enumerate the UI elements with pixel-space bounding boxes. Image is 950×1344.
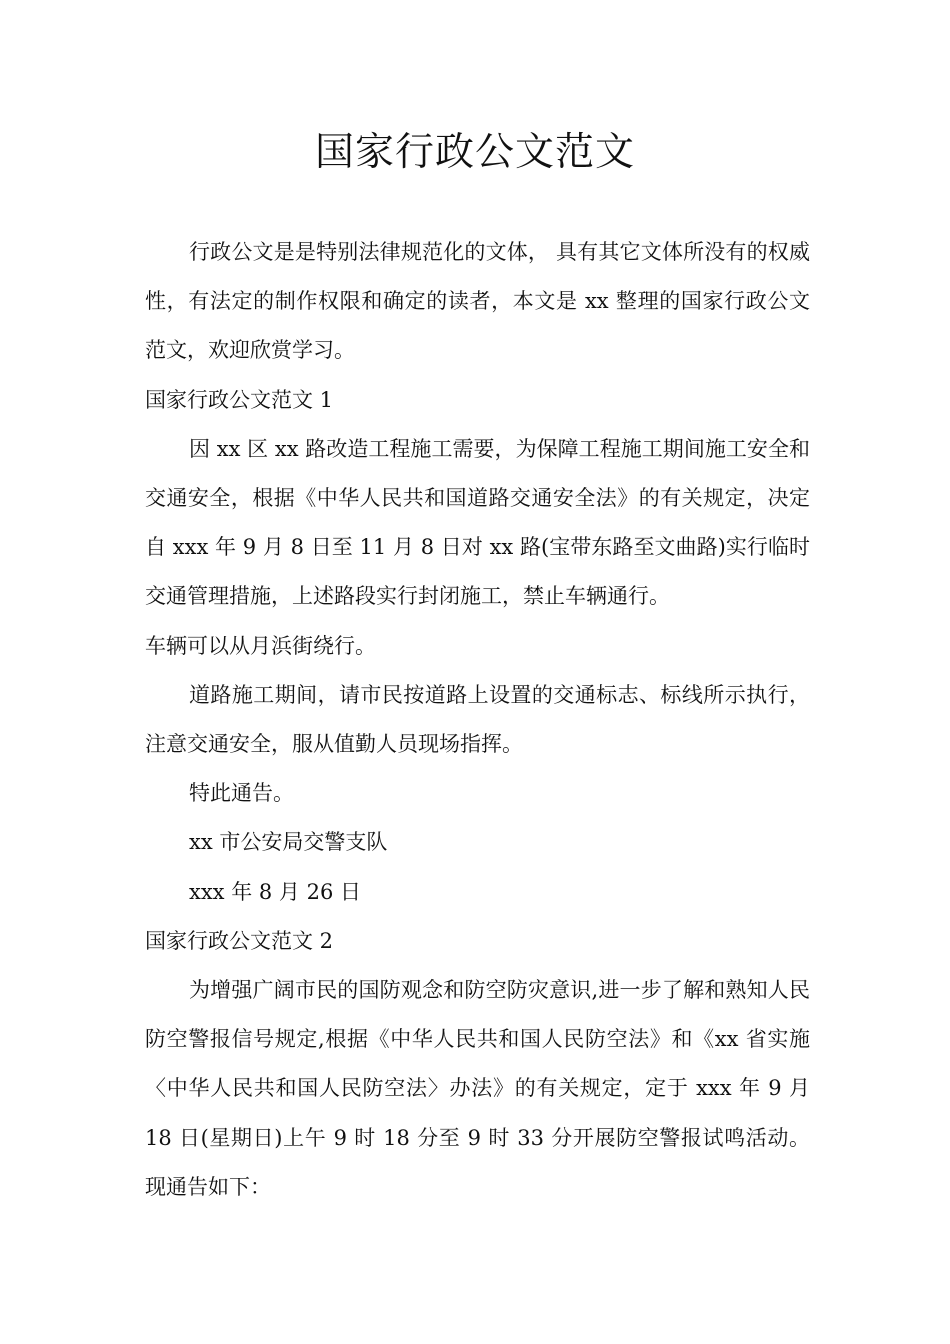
- section-1-paragraph-2: 道路施工期间，请市民按道路上设置的交通标志、标线所示执行，注意交通安全，服从值勤人员现场指挥。: [145, 682, 810, 757]
- document-body: [145, 228, 810, 1212]
- section-heading-2: 国家行政公文范文 2: [145, 928, 334, 953]
- section-1-issuer: xx 市公安局交警支队: [189, 830, 388, 855]
- document-title: 国家行政公文范文: [314, 130, 635, 175]
- section-1-date: xxx 年 8 月 26 日: [189, 879, 361, 904]
- section-heading-1: 国家行政公文范文 1: [145, 387, 334, 412]
- section-2-paragraph-1: 为增强广阔市民的国防观念和防空防灾意识,进一步了解和熟知人民防空警报信号规定,根据《中华人民共和国人民防空法》和《xx 省实施〈中华人民共和国人民防空法〉办法》的有关规定，定于 xxx 年 9 月 18 日(星期日)上午 9 时 18 分至 9 时 33 分开展防空警报试鸣活动。现通告如下：: [145, 978, 810, 1199]
- section-1-closing: 特此通告。: [189, 781, 294, 806]
- section-1-paragraph-1-continuation: 车辆可以从月浜街绕行。: [145, 633, 376, 658]
- intro-paragraph: 行政公文是是特别法律规范化的文体， 具有其它文体所没有的权威性，有法定的制作权限和确定的读者，本文是 xx 整理的国家行政公文范文，欢迎欣赏学习。: [145, 240, 810, 363]
- section-1-paragraph-1: 因 xx 区 xx 路改造工程施工需要，为保障工程施工期间施工安全和交通安全，根据《中华人民共和国道路交通安全法》的有关规定，决定自 xxx 年 9 月 8 日至 11 月 8 日对 xx 路(宝带东路至文曲路)实行临时交通管理措施，上述路段实行封闭施工，禁止车辆通行。: [145, 436, 810, 609]
